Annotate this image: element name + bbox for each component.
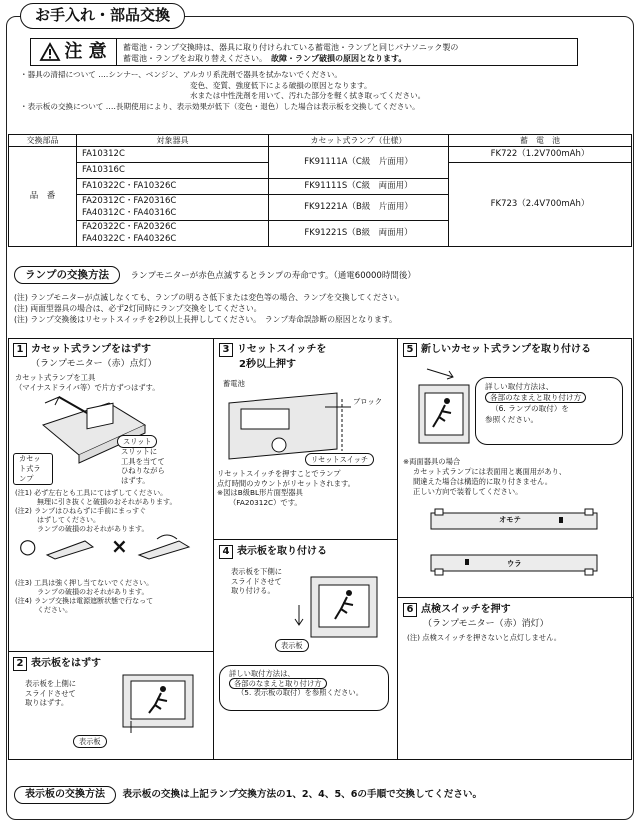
table-row-label: 品 番 [9, 147, 77, 247]
lamp-section-pill: ランプの交換方法 [14, 266, 120, 284]
care-note-4: ・表示板の交換について ‥‥長期使用により、表示効果が低下（変色・退色）した場合は表示板を交換してください。 [20, 101, 420, 111]
page-title: お手入れ・部品交換 [20, 3, 185, 29]
caution-line-1: 蓄電池・ランプ交換時は、器具に取り付けられている蓄電池・ランプと同じパナソニック製の [123, 43, 459, 52]
block-label: ブロック [353, 397, 383, 406]
table-cell: FK722（1.2V700mAh） [449, 147, 632, 163]
step-2-heading [13, 657, 101, 671]
step-4-reference-text [229, 669, 363, 698]
caution-line-2: 蓄電池・ランプをお取り替えください。 [123, 54, 263, 63]
step-title: カセット式ランプをはずす [31, 343, 151, 355]
display-panel-tag: 表示板 [275, 639, 309, 652]
lamp-section-notes [14, 292, 404, 325]
step-4-heading [219, 545, 327, 559]
step-1-subtitle: （ランプモニター（赤）点灯） [31, 359, 157, 369]
step-note: カセット式ランプには表面用と裏面用があり、 [413, 467, 567, 476]
step-note: 無理に引き抜くと破損のおそれがあります。 [37, 498, 177, 506]
step-note: (注1) 必ず左右とも工具にてはずしてください。 [15, 489, 168, 497]
table-header-row [9, 135, 632, 147]
step-note: 間違えた場合は構造的に取り付きません。 [413, 477, 553, 486]
grid-divider [9, 651, 213, 652]
step-1-notes-2 [15, 579, 153, 615]
step-text: 詳しい取付方法は、 [485, 382, 554, 391]
step-5-reference-text [485, 381, 586, 425]
reference-link[interactable]: 各部のなまえと取り付け方 [485, 392, 586, 403]
step-text: 詳しい取付方法は、 [229, 669, 295, 678]
step-note: ※両面器具の場合 [403, 457, 461, 466]
step-text: スライドさせて [25, 688, 76, 698]
step-note: ランプの破損のおそれがあります。 [37, 525, 149, 533]
caution-text: 注 意 [64, 40, 107, 62]
grid-divider [213, 339, 214, 759]
lamp-note: (注) 両面型器具の場合は、必ず2灯同時にランプ交換をしてください。 [14, 304, 262, 313]
care-note-1: ・器具の清掃について ‥‥シンナー、ベンジン、アルカリ系洗剤で器具を拭かないでください。 [20, 70, 342, 79]
caution-message [123, 42, 575, 64]
slit-tag: スリット [117, 435, 157, 448]
step-5-notes [403, 457, 566, 497]
table-header: 交換部品 [9, 135, 77, 147]
front-label: オモテ [499, 515, 521, 524]
grid-divider [397, 597, 633, 598]
step-text: 取りはずす。 [25, 698, 69, 707]
step-title: リセットスイッチを [237, 343, 327, 355]
step-text: 取り付ける。 [231, 586, 275, 595]
step-note: ランプの破損のおそれがあります。 [37, 588, 149, 596]
display-panel-tag: 表示板 [73, 735, 107, 748]
warning-triangle-icon [40, 43, 60, 61]
lamp-section-header [14, 266, 416, 284]
step-2-body [25, 679, 76, 708]
table-cell: FA40322C・FA40326C [77, 234, 269, 247]
correct-mark: ○ [19, 534, 37, 558]
correct-method-illustration [45, 537, 95, 559]
step-3-title-line-2: 2秒以上押す [239, 359, 296, 370]
step-note: (注4) ランプ交換は電源遮断状態で行なって [15, 597, 154, 605]
step-number: 6 [403, 603, 417, 617]
lamp-section-lead: ランプモニターが赤色点滅するとランプの寿命です。（通電60000時間後） [130, 271, 416, 281]
step-1-heading [13, 343, 151, 357]
step-note: はずしてください。 [37, 516, 100, 524]
table-cell: FK91221A（B級 片面用） [269, 195, 449, 221]
care-note-2: 変色、変質、強度低下による破損の原因となります。 [190, 80, 372, 90]
step-number: 4 [219, 545, 233, 559]
incorrect-mark: × [111, 534, 128, 558]
table-cell: FK91221S（B級 両面用） [269, 221, 449, 247]
panel-section-text: 表示板の交換は上記ランプ交換方法の1、2、4、5、6の手順で交換してください。 [122, 789, 483, 800]
table-cell: FA10316C [77, 163, 269, 179]
table-header: カセット式ランプ（仕様） [269, 135, 449, 147]
parts-table [8, 134, 632, 247]
step-3-body [217, 469, 355, 507]
exit-sign-illustration [121, 673, 195, 733]
care-notes [20, 70, 620, 112]
cassette-lamp-tag: カセット式ランプ [13, 453, 53, 485]
step-title: 表示板をはずす [31, 657, 101, 669]
step-number: 2 [13, 657, 27, 671]
step-number: 3 [219, 343, 233, 357]
step-text: （6. ランプの取付）を [491, 404, 570, 413]
exit-sign-install-illustration [309, 575, 381, 641]
step-text: （FA20312C）です。 [229, 497, 302, 507]
step-note: ください。 [37, 606, 72, 614]
table-cell: FK723（2.4V700mAh） [449, 163, 632, 247]
step-4-body [231, 567, 282, 596]
caution-emphasis: 故障・ランプ破損の原因となります。 [271, 54, 407, 63]
step-text: ※図はB級BL形片面型器具 [217, 488, 303, 497]
table-cell: FK91111S（C級 両面用） [269, 179, 449, 195]
step-6-note: (注) 点検スイッチを押さないと点灯しません。 [407, 633, 562, 642]
step-text: 表示板を下側に [231, 567, 283, 576]
step-title: 新しいカセット式ランプを取り付ける [421, 343, 591, 355]
table-cell: FK91111A（C級 片面用） [269, 147, 449, 179]
lamp-install-illustration [417, 365, 471, 445]
care-note-3: 水または中性洗剤を用いて、汚れた部分を軽く拭き取ってください。 [190, 91, 426, 100]
table-header: 蓄 電 池 [449, 135, 632, 147]
step-text: カセット式ランプを工具 [15, 373, 96, 382]
step-note: (注3) 工具は強く押し当てないでください。 [15, 579, 154, 587]
step-text: （マイナスドライバ等）で片方ずつはずす。 [15, 382, 160, 392]
step-text: 工具を当てて [121, 456, 165, 466]
caution-label [31, 39, 117, 65]
step-text: スリットに [121, 447, 158, 456]
table-cell: FA20312C・FA20316C [77, 195, 269, 208]
lamp-note: (注) ランプモニターが点滅しなくても、ランプの明るさ低下または変色等の場合、ランプを交換してください。 [14, 293, 405, 302]
table-cell: FA40312C・FA40316C [77, 208, 269, 221]
table-cell: FA10312C [77, 147, 269, 163]
table-cell: FA20322C・FA20326C [77, 221, 269, 234]
incorrect-method-illustration [137, 535, 193, 559]
panel-section [14, 786, 482, 804]
caution-box [30, 38, 578, 66]
step-text: ひねりながら [121, 466, 165, 475]
step-number: 5 [403, 343, 417, 357]
panel-section-pill: 表示板の交換方法 [14, 786, 116, 804]
steps-grid [8, 338, 632, 760]
step-note: 正しい方向で装着してください。 [413, 487, 523, 496]
back-label: ウラ [507, 559, 522, 568]
battery-label: 蓄電池 [223, 379, 245, 388]
table-row [9, 147, 632, 163]
lamp-note: (注) ランプ交換後はリセットスイッチを2秒以上長押ししてください。 ランプ寿命誤診断の原因となります。 [14, 315, 397, 324]
step-text: スライドさせて [231, 576, 282, 586]
reset-switch-tag: リセットスイッチ [305, 453, 374, 466]
step-title: 表示板を取り付ける [237, 545, 327, 557]
step-title: 点検スイッチを押す [421, 603, 511, 615]
step-note: (注2) ランプはひねらずに手前にまっすぐ [15, 507, 147, 515]
step-6-subtitle: （ランプモニター（赤）消灯） [423, 619, 549, 629]
slit-note [121, 447, 165, 485]
step-5-heading [403, 343, 591, 357]
grid-divider [213, 539, 397, 540]
table-cell: FA10322C・FA10326C [77, 179, 269, 195]
reference-link[interactable]: 各部のなまえと取り付け方 [229, 678, 327, 689]
step-text: はずす。 [121, 475, 150, 485]
step-1-body [15, 373, 160, 392]
step-6-heading [403, 603, 511, 617]
step-number: 1 [13, 343, 27, 357]
step-1-notes [15, 489, 176, 534]
step-text: （5. 表示板の取付）を参照ください。 [237, 688, 364, 697]
step-text: 点灯時間のカウントがリセットされます。 [217, 478, 355, 488]
table-header: 対象器具 [77, 135, 269, 147]
step-3-heading [219, 343, 326, 357]
step-text: 参照ください。 [485, 415, 539, 424]
step-text: 表示板を上側に [25, 679, 77, 688]
step-text: リセットスイッチを押すことでランプ [217, 469, 341, 478]
grid-divider [397, 339, 398, 759]
